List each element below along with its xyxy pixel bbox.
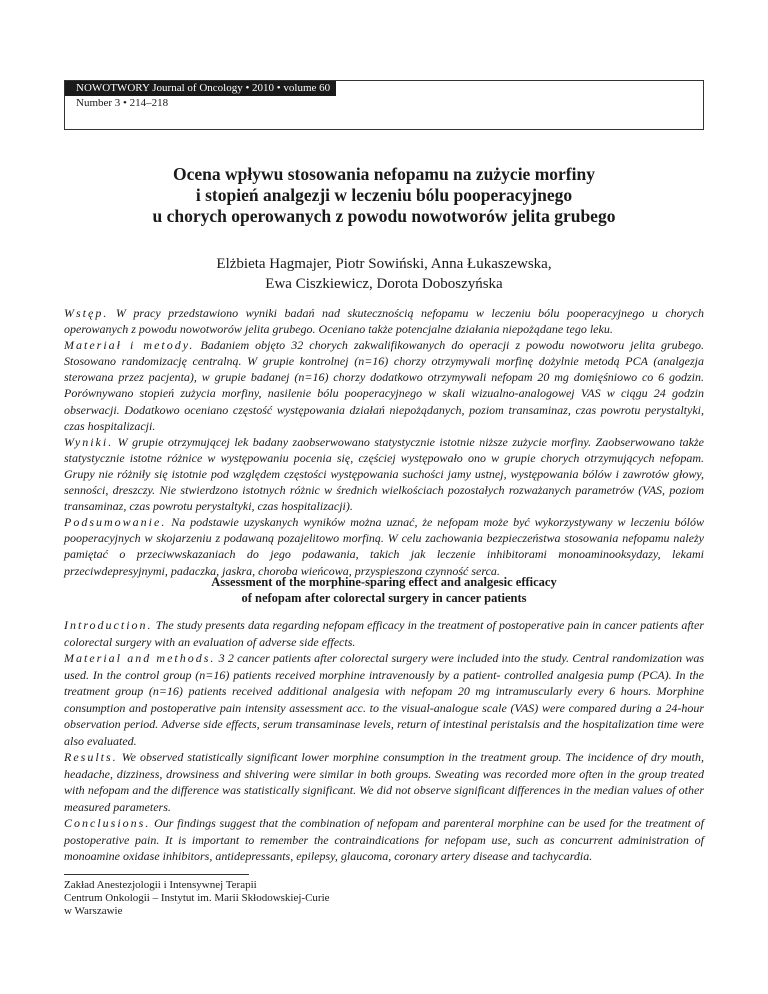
abstract-pl-conclusions xyxy=(64,514,704,578)
abstract-pl-intro xyxy=(64,305,704,337)
section-text: Badaniem objęto 32 chorych zakwalifikowanych do operacji z powodu nowotworu jelita grubego. Stosowano randomizację centralną. W grupie kontrolnej (n=16) chorzy otrzymywali morfinę dożylnie metodą PCA (analgezja sterowana przez pacjenta), w grupie badanej (n=16) chorzy dodatkowo otrzymywali nefopam 20 mg domięśniowo co 6 godzin. Porównywano stopień zużycia morfiny, nasilenie bólu pooperacyjnego w skali wizualno-analogowej VAS w ciągu 24 godzin obserwacji. Dodatkowo oceniano częstość występowania działań niepożądanych, poziom transaminaz, czas powrotu perystaltyki, czas hospitalizacji. xyxy=(64,338,704,433)
title-en-line: Assessment of the morphine-sparing effect and analgesic efficacy xyxy=(211,575,557,589)
journal-header-box xyxy=(64,80,704,130)
abstract-en-results xyxy=(64,749,704,815)
footnote-line: Centrum Onkologii – Instytut im. Marii Skłodowskiej-Curie xyxy=(64,892,330,904)
section-label: Introduction. xyxy=(64,618,153,632)
abstract-pl-results xyxy=(64,434,704,514)
journal-issue-number: Number 3 • 214–218 xyxy=(76,97,169,109)
author-line: Elżbieta Hagmajer, Piotr Sowiński, Anna Łukaszewska, xyxy=(216,256,552,272)
section-text: 3 2 cancer patients after colorectal surgery were included into the study. Central randomization was used. In the control group (n=16) patients received morphine intravenously by a patient- controlled analgesia pump (PCA). In the treatment group (n=16) patients received additional analgesia with nefopam 20 mg intramuscularly every 6 hours. Morphine consumption and postoperative pain intensity assessment acc. to the visual-analogue scale (VAS) were compared during a 24-hour observation period. Adverse side effects, serum transaminase levels, return of intestinal peristalsis and the hospitalization time were also evaluated. xyxy=(64,651,704,748)
section-text: We observed statistically significant lower morphine consumption in the treatment group. The incidence of dry mouth, headache, dizziness, drowsiness and shivering were similar in both groups. Sweating was recorded more often in the group treated with nefopam and the difference was statistically significant. We did not observe significant differences in the median values of other measured parameters. xyxy=(64,750,704,814)
affiliation-footnote xyxy=(64,879,484,918)
section-text: The study presents data regarding nefopam efficacy in the treatment of postoperative pain in cancer patients after colorectal surgery with an evaluation of adverse side effects. xyxy=(64,618,704,649)
section-label: Materiał i metody. xyxy=(64,338,195,353)
section-text: W pracy przedstawiono wyniki badań nad skutecznością nefopamu w leczeniu bólu pooperacyjnego u chorych operowanych z powodu nowotworów jelita grubego. Oceniano także potencjalne działania niepożądane tego leku. xyxy=(64,306,704,337)
abstract-pl-methods xyxy=(64,337,704,434)
abstract-en-conclusions xyxy=(64,815,704,865)
title-en-line: of nefopam after colorectal surgery in cancer patients xyxy=(241,591,527,605)
journal-tag: NOWOTWORY Journal of Oncology • 2010 • volume 60 xyxy=(65,81,336,96)
abstract-polish xyxy=(64,305,704,579)
abstract-en-intro xyxy=(64,617,704,650)
section-text: Our findings suggest that the combination of nefopam and parenteral morphine can be used for the treatment of postoperative pain. It is important to remember the contraindications for nefopam use, such as concurrent administration of monoamine oxidase inhibitors, antidepressants, epilepsy, glaucoma, coronary artery disease and tachycardia. xyxy=(64,816,704,863)
footnote-line: w Warszawie xyxy=(64,905,123,917)
section-label: Material and methods. xyxy=(64,651,216,665)
title-pl-line: u chorych operowanych z powodu nowotworów jelita grubego xyxy=(152,206,616,226)
title-pl-line: Ocena wpływu stosowania nefopamu na zużycie morfiny xyxy=(173,164,595,184)
section-label: Podsumowanie. xyxy=(64,515,167,530)
title-pl-line: i stopień analgezji w leczeniu bólu pooperacyjnego xyxy=(195,185,573,205)
section-label: Wstęp. xyxy=(64,306,109,320)
section-label: Results. xyxy=(64,750,118,764)
author-list xyxy=(64,254,704,294)
abstract-en-methods xyxy=(64,650,704,749)
footnote-line: Zakład Anestezjologii i Intensywnej Terapii xyxy=(64,879,257,891)
section-label: Wyniki. xyxy=(64,434,114,449)
article-title-english xyxy=(64,574,704,606)
section-label: Conclusions. xyxy=(64,816,151,830)
section-text: W grupie otrzymującej lek badany zaobserwowano statystycznie istotnie niższe zużycie morfiny. Zaobserwowano także statystycznie istotne różnice w występowaniu pocenia się, częściej występowało ono w grupie chorych otrzymujących nefopam. Grupy nie różniły się istotnie pod względem częstości występowania suchości jamy ustnej, występowania bólów i zawrotów głowy, senności, dreszczy. Nie stwierdzono istotnych różnic w średnich wielkościach pozostałych rozważanych parametrów (VAS, poziom transaminaz, czas powrotu perystaltyki, czas hospitalizacji). xyxy=(64,434,704,514)
footnote-divider xyxy=(64,874,249,875)
author-line: Ewa Ciszkiewicz, Dorota Doboszyńska xyxy=(265,276,503,292)
abstract-english xyxy=(64,617,704,865)
article-title-polish xyxy=(64,164,704,227)
section-text: Na podstawie uzyskanych wyników można uznać, że nefopam może być wykorzystywany w leczeniu bólów pooperacyjnych w skojarzeniu z podawaną pozajelitowo morfiną. W celu zachowania bezpieczeństwa stosowania nefopamu należy pamiętać o przeciwwskazaniach do jego podawania, takich jak leczenie inhibitorami monoaminooksydazy, lekami przeciwdepresyjnymi, padaczka, jaskra, choroba wieńcowa, przyspieszona czynność serca. xyxy=(64,515,704,578)
